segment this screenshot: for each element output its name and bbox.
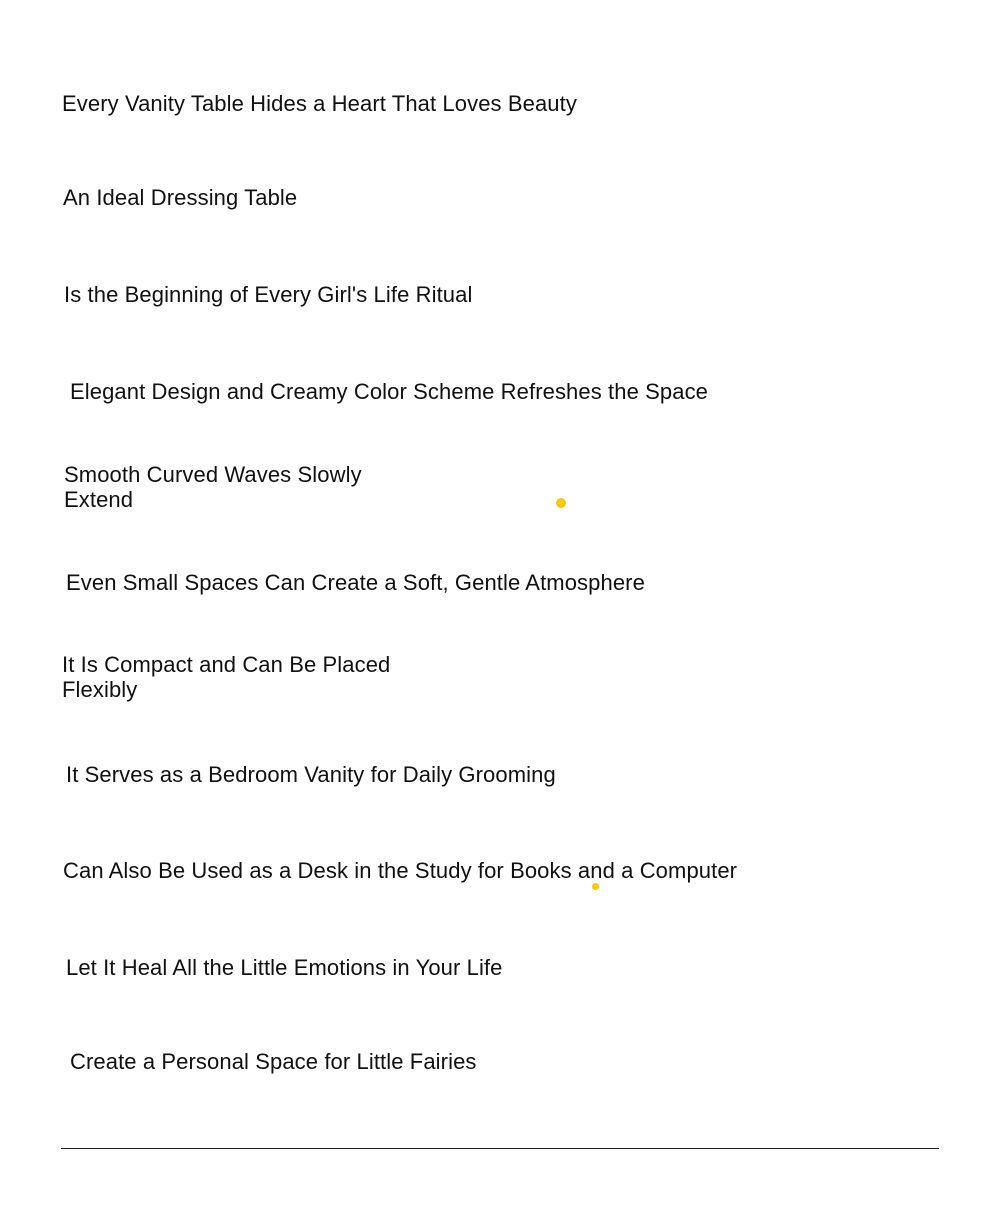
line-7a: It Is Compact and Can Be Placed <box>62 652 391 677</box>
yellow-dot-decoration <box>556 498 566 508</box>
line-11: Create a Personal Space for Little Fairies <box>70 1049 477 1074</box>
line-2: An Ideal Dressing Table <box>63 185 298 210</box>
line-7b: Flexibly <box>62 677 138 702</box>
line-1: Every Vanity Table Hides a Heart That Loves Beauty <box>62 91 577 116</box>
line-10: Let It Heal All the Little Emotions in Your Life <box>66 955 503 980</box>
line-6: Even Small Spaces Can Create a Soft, Gentle Atmosphere <box>66 570 645 595</box>
line-5b: Extend <box>64 487 134 512</box>
bottom-divider <box>61 1148 939 1149</box>
line-8: It Serves as a Bedroom Vanity for Daily Grooming <box>66 762 556 787</box>
line-3: Is the Beginning of Every Girl's Life Ritual <box>64 282 473 307</box>
line-5a: Smooth Curved Waves Slowly <box>64 462 362 487</box>
yellow-dot-decoration-small <box>592 883 599 890</box>
line-9: Can Also Be Used as a Desk in the Study for Books and a Computer <box>63 858 738 883</box>
line-4: Elegant Design and Creamy Color Scheme Refreshes the Space <box>70 379 709 404</box>
